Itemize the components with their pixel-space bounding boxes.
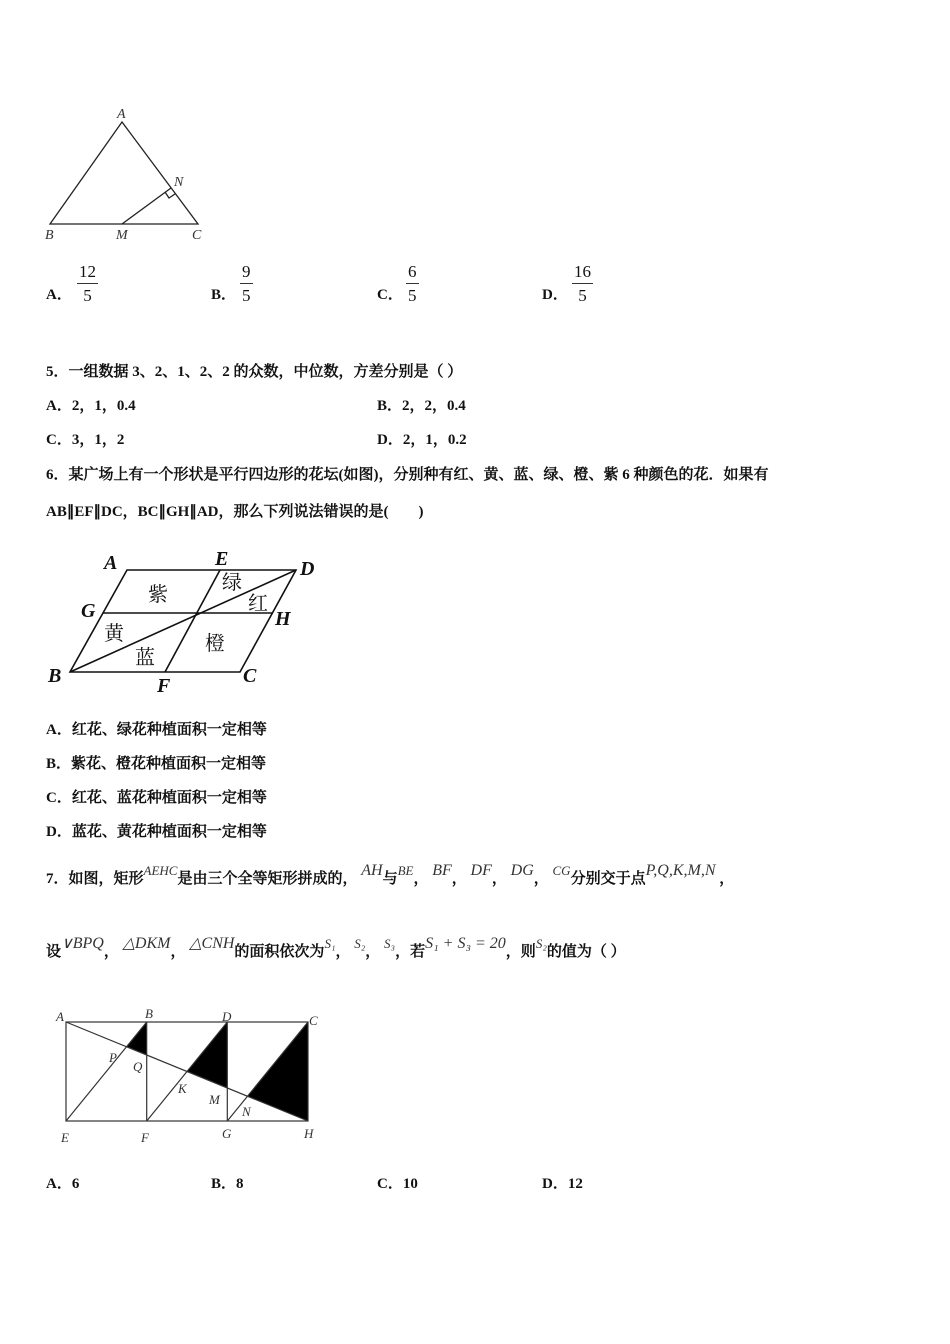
triangle-dkm xyxy=(187,1022,227,1088)
region-orange: 橙 xyxy=(205,633,225,655)
triangle-abc xyxy=(50,122,198,224)
text: ， xyxy=(719,871,735,887)
text: 是由三个全等矩形拼成的， xyxy=(177,871,358,887)
segment-mn xyxy=(122,188,171,224)
label-a: A xyxy=(56,1009,64,1024)
text: ，则 xyxy=(505,944,536,960)
q5-stem: 5．一组数据 3、2、1、2、2 的众数，中位数，方差分别是（ ） xyxy=(46,364,463,380)
math-s2: S₂ xyxy=(354,936,366,951)
numerator: 16 xyxy=(572,262,593,284)
text: ， xyxy=(533,871,549,887)
label-g: G xyxy=(222,1126,232,1141)
text: 设 xyxy=(46,944,62,960)
q7-stem-line1 xyxy=(46,862,735,889)
right-angle-mark xyxy=(165,192,175,198)
q4-option-b-fraction xyxy=(240,262,253,306)
text: ，若 xyxy=(395,944,426,960)
q4-option-a-fraction xyxy=(77,262,98,306)
label-g: G xyxy=(81,600,96,622)
label-c: C xyxy=(309,1013,318,1028)
denominator: 5 xyxy=(242,286,251,305)
text: ， xyxy=(335,944,351,960)
text: ， xyxy=(413,871,429,887)
q5-option-b[interactable]: B．2，2，0.4 xyxy=(377,398,466,414)
label-m: M xyxy=(209,1092,220,1107)
math-s1: S₁ xyxy=(324,936,336,951)
q7-option-b[interactable]: B．8 xyxy=(211,1176,244,1192)
q6-stem-line1: 6．某广场上有一个形状是平行四边形的花坛(如图)，分别种有红、黄、蓝、绿、橙、紫 6 种颜色的花．如果有 xyxy=(46,467,769,483)
text: 7．如图，矩形 xyxy=(46,871,144,887)
q6-stem-line2: AB∥EF∥DC，BC∥GH∥AD，那么下列说法错误的是( ) xyxy=(46,504,424,520)
label-m: M xyxy=(116,228,128,243)
text: 分别交于点 xyxy=(570,871,646,887)
denominator: 5 xyxy=(83,286,92,305)
math-triangle-dkm: △DKM xyxy=(122,935,171,952)
label-h: H xyxy=(304,1126,314,1141)
q7-option-d[interactable]: D．12 xyxy=(542,1176,583,1192)
q4-option-c-label: C． xyxy=(377,287,403,303)
numerator: 6 xyxy=(406,262,419,284)
math-triangle-cnh: △CNH xyxy=(189,935,235,952)
region-red: 红 xyxy=(248,593,268,615)
q6-option-d[interactable]: D．蓝花、黄花种植面积一定相等 xyxy=(46,824,267,840)
label-e: E xyxy=(61,1130,69,1145)
math-equation: S₁ + S₃ = 20 xyxy=(425,935,506,952)
region-yellow: 黄 xyxy=(104,623,124,645)
label-a: A xyxy=(104,552,118,574)
q5-option-d[interactable]: D．2，1，0.2 xyxy=(377,432,467,448)
q4-option-d-label: D． xyxy=(542,287,568,303)
label-d: D xyxy=(300,558,315,580)
q5-option-a[interactable]: A．2，1，0.4 xyxy=(46,398,136,414)
label-q: Q xyxy=(133,1059,143,1074)
q5-option-c[interactable]: C．3，1，2 xyxy=(46,432,125,448)
math-bf: BF xyxy=(432,862,452,879)
region-blue: 蓝 xyxy=(135,647,155,669)
text: 的面积依次为 xyxy=(234,944,325,960)
numerator: 12 xyxy=(77,262,98,284)
q7-option-a[interactable]: A．6 xyxy=(46,1176,80,1192)
label-f: F xyxy=(141,1130,149,1145)
math-dg: DG xyxy=(510,862,534,879)
q4-option-a-label: A． xyxy=(46,287,72,303)
denominator: 5 xyxy=(578,286,587,305)
label-n: N xyxy=(242,1104,251,1119)
label-f: F xyxy=(157,675,171,697)
math-points: P,Q,K,M,N xyxy=(645,862,716,879)
text: ， xyxy=(170,944,186,960)
q4-option-b-label: B． xyxy=(211,287,237,303)
text: ， xyxy=(365,944,381,960)
label-c: C xyxy=(192,228,202,243)
text: ， xyxy=(451,871,467,887)
label-c: C xyxy=(243,665,257,687)
q6-option-c[interactable]: C．红花、蓝花种植面积一定相等 xyxy=(46,790,267,806)
q4-option-d-fraction xyxy=(572,262,593,306)
triangle-cnh xyxy=(248,1022,309,1121)
triangle-figure xyxy=(50,122,198,224)
parallelogram-figure xyxy=(70,570,296,672)
label-n: N xyxy=(174,175,184,190)
diagonal-bd xyxy=(70,570,296,672)
triangle-bpq xyxy=(127,1022,147,1055)
q4-option-c-fraction xyxy=(406,262,419,306)
segment-ef xyxy=(165,570,220,672)
q7-stem-line2 xyxy=(46,935,626,962)
math-ah: AH xyxy=(361,862,383,879)
math-s2: S₂ xyxy=(535,936,547,951)
label-a: A xyxy=(117,107,126,122)
math-triangle-bpq: ∨BPQ xyxy=(61,935,104,952)
rectangle-figure xyxy=(55,1006,318,1145)
text: ， xyxy=(491,871,507,887)
math-df: DF xyxy=(470,862,492,879)
numerator: 9 xyxy=(240,262,253,284)
label-d: D xyxy=(222,1009,232,1024)
region-purple: 紫 xyxy=(148,584,168,606)
text: 与 xyxy=(382,871,398,887)
math-cg: CG xyxy=(552,863,571,878)
denominator: 5 xyxy=(408,286,417,305)
label-h: H xyxy=(275,608,291,630)
math-aehc: AEHC xyxy=(143,863,178,878)
text: 的值为（ ） xyxy=(546,944,626,960)
text: ， xyxy=(103,944,119,960)
label-b: B xyxy=(145,1006,153,1021)
label-p: P xyxy=(109,1050,117,1065)
q6-option-a[interactable]: A．红花、绿花种植面积一定相等 xyxy=(46,722,267,738)
math-be: BE xyxy=(397,863,414,878)
region-green: 绿 xyxy=(222,572,242,594)
label-k: K xyxy=(178,1081,187,1096)
label-e: E xyxy=(215,548,229,570)
q6-option-b[interactable]: B．紫花、橙花种植面积一定相等 xyxy=(46,756,267,772)
label-b: B xyxy=(48,665,62,687)
label-b: B xyxy=(45,228,54,243)
q7-option-c[interactable]: C．10 xyxy=(377,1176,418,1192)
math-s3: S₃ xyxy=(384,936,396,951)
